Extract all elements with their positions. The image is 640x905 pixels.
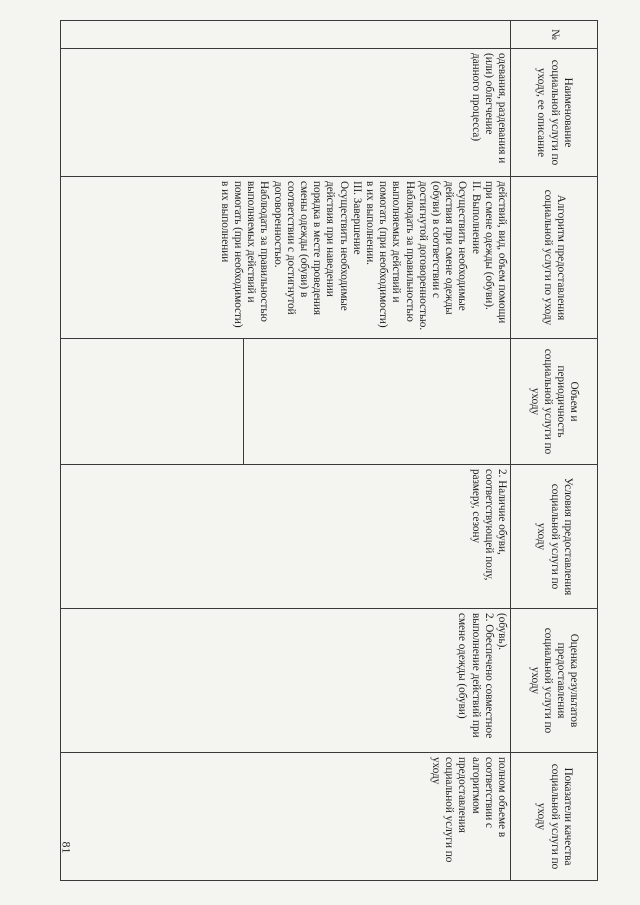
- header-number: №: [511, 21, 598, 49]
- page-number: 81: [59, 841, 74, 854]
- header-volume: Объем и периодичность социальной услуги по уходу: [511, 339, 598, 465]
- cell-indicators: полном объеме в соответствии с алгоритмом предоставления социальной услуги по уходу: [61, 753, 511, 881]
- cell-number: [61, 21, 511, 49]
- cell-volume-bottom: [61, 339, 244, 465]
- cell-conditions: 2. Наличие обуви, соответствующей полу, размеру, сезону: [61, 465, 511, 609]
- services-table: [60, 20, 598, 881]
- cell-evaluation: (обувь). 2. Обеспечено совместное выполнение действий при смене одежды (обуви): [61, 609, 511, 753]
- header-algorithm: Алгоритм предоставления социальной услуги по уходу: [511, 177, 598, 339]
- header-indicators: Показатели качества социальной услуги по уходу: [511, 753, 598, 881]
- cell-service-name: одевания, раздевания и (или) облегчение данного процесса): [61, 49, 511, 177]
- cell-algorithm: действий, вид, объем помощи при смене одежды (обуви). II. Выполнение Осуществить необходимые действия при смене одежды (обуви) в соответствии с достигнутой договоренностью. Наблюдать за правильностью выполняемых действий и помогать (при необходимости) в их выполнении. III. Завершение Осуществить необходимые действия при наведении порядка в месте проведения смены одежды (обуви) в соответствии с достигнутой договоренностью. Наблюдать за правильностью выполняемых действий и помогать (при необходимости) в их выполнении: [61, 177, 511, 339]
- header-evaluation: Оценка результатов предоставления социальной услуги по уходу: [511, 609, 598, 753]
- header-service-name: Наименование социальной услуги по уходу, ее описание: [511, 49, 598, 177]
- cell-volume-top: [244, 339, 511, 465]
- header-conditions: Условия предоставления социальной услуги по уходу: [511, 465, 598, 609]
- table-row: [244, 21, 511, 881]
- rotated-table-container: [70, 20, 598, 880]
- table-header-row: [511, 21, 598, 881]
